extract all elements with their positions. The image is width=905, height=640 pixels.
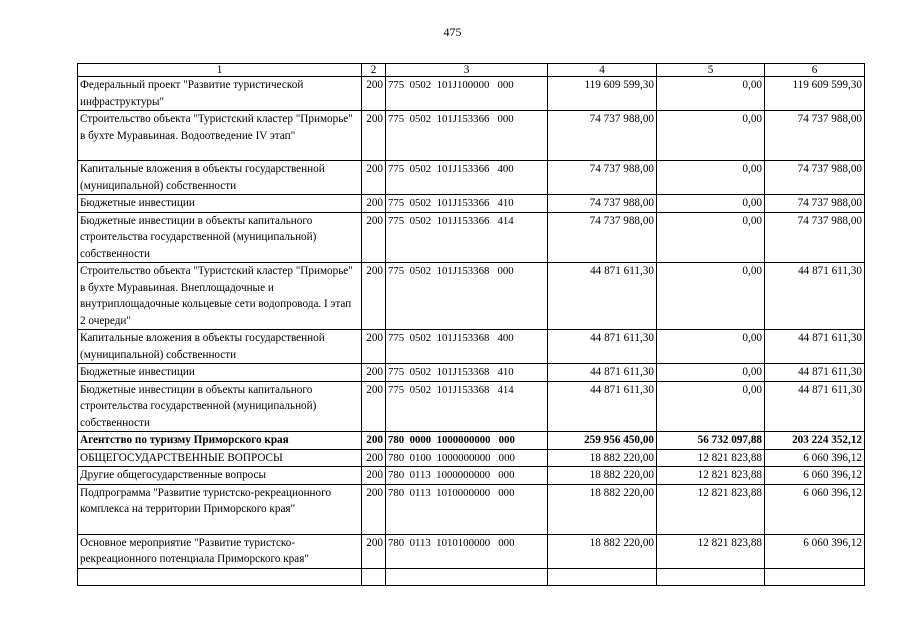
table-row <box>78 467 865 485</box>
header-cell: 3 <box>386 64 548 77</box>
row-col2: 200 <box>362 77 386 111</box>
row-col5: 0,00 <box>657 263 765 330</box>
row-col4: 119 609 599,30 <box>548 77 657 111</box>
row-col4: 74 737 988,00 <box>548 212 657 263</box>
row-col5: 12 821 823,88 <box>657 467 765 485</box>
table-row <box>78 111 865 161</box>
row-col5: 0,00 <box>657 212 765 263</box>
row-col6: 74 737 988,00 <box>765 111 865 161</box>
row-name: Подпрограмма "Развитие туристско-рекреационного комплекса на территории Приморского края" <box>78 484 362 534</box>
budget-table <box>77 63 865 586</box>
row-code: 775 0502 101J153366 414 <box>386 212 548 263</box>
row-col5: 0,00 <box>657 330 765 364</box>
row-col6: 119 609 599,30 <box>765 77 865 111</box>
row-name: Основное мероприятие "Развитие туристско-рекреационного потенциала Приморского края" <box>78 534 362 568</box>
row-col5: 0,00 <box>657 161 765 195</box>
row-name: Строительство объекта "Туристский кластер "Приморье" в бухте Муравьиная. Водоотведение IV этап" <box>78 111 362 161</box>
row-col5: 0,00 <box>657 111 765 161</box>
row-name: Другие общегосударственные вопросы <box>78 467 362 485</box>
empty-cell <box>78 568 362 585</box>
row-col2: 200 <box>362 195 386 213</box>
row-code: 780 0000 1000000000 000 <box>386 432 548 450</box>
row-col6: 44 871 611,30 <box>765 364 865 382</box>
row-col2: 200 <box>362 364 386 382</box>
row-col4: 44 871 611,30 <box>548 330 657 364</box>
row-code: 780 0113 1010000000 000 <box>386 484 548 534</box>
row-col2: 200 <box>362 484 386 534</box>
row-col6: 74 737 988,00 <box>765 161 865 195</box>
row-code: 775 0502 101J153366 410 <box>386 195 548 213</box>
header-cell: 2 <box>362 64 386 77</box>
header-cell: 6 <box>765 64 865 77</box>
table-row <box>78 484 865 534</box>
row-col2: 200 <box>362 330 386 364</box>
row-col2: 200 <box>362 161 386 195</box>
row-col2: 200 <box>362 467 386 485</box>
page-number: 475 <box>443 25 462 39</box>
row-col5: 0,00 <box>657 195 765 213</box>
table-row <box>78 432 865 450</box>
row-code: 780 0100 1000000000 000 <box>386 449 548 467</box>
table-row <box>78 77 865 111</box>
row-col6: 44 871 611,30 <box>765 263 865 330</box>
header-cell: 5 <box>657 64 765 77</box>
row-col2: 200 <box>362 432 386 450</box>
row-col6: 6 060 396,12 <box>765 467 865 485</box>
row-col4: 259 956 450,00 <box>548 432 657 450</box>
table-row <box>78 534 865 568</box>
row-col6: 44 871 611,30 <box>765 381 865 432</box>
header-cell: 1 <box>78 64 362 77</box>
empty-cell <box>362 568 386 585</box>
row-col6: 74 737 988,00 <box>765 212 865 263</box>
row-name: Бюджетные инвестиции <box>78 195 362 213</box>
table-row <box>78 364 865 382</box>
row-name: Строительство объекта "Туристский кластер "Приморье" в бухте Муравьиная. Внеплощадочные и внутриплощадочные кольцевые сети водопровода. I этап 2 очереди" <box>78 263 362 330</box>
table-row <box>78 330 865 364</box>
row-col4: 74 737 988,00 <box>548 195 657 213</box>
row-col2: 200 <box>362 263 386 330</box>
row-code: 775 0502 101J153368 414 <box>386 381 548 432</box>
row-name: Бюджетные инвестиции в объекты капитального строительства государственной (муниципальной) собственности <box>78 381 362 432</box>
row-col5: 0,00 <box>657 381 765 432</box>
table-row <box>78 449 865 467</box>
row-col2: 200 <box>362 111 386 161</box>
row-col4: 18 882 220,00 <box>548 534 657 568</box>
row-col5: 12 821 823,88 <box>657 484 765 534</box>
table-row <box>78 381 865 432</box>
row-code: 780 0113 1010100000 000 <box>386 534 548 568</box>
row-col4: 18 882 220,00 <box>548 467 657 485</box>
row-name: Бюджетные инвестиции <box>78 364 362 382</box>
row-name: ОБЩЕГОСУДАРСТВЕННЫЕ ВОПРОСЫ <box>78 449 362 467</box>
row-name: Капитальные вложения в объекты государственной (муниципальной) собственности <box>78 161 362 195</box>
table-header-row <box>78 64 865 77</box>
row-col4: 18 882 220,00 <box>548 449 657 467</box>
row-col6: 74 737 988,00 <box>765 195 865 213</box>
row-col6: 44 871 611,30 <box>765 330 865 364</box>
row-col6: 6 060 396,12 <box>765 449 865 467</box>
row-col4: 74 737 988,00 <box>548 111 657 161</box>
row-name: Капитальные вложения в объекты государственной (муниципальной) собственности <box>78 330 362 364</box>
row-col2: 200 <box>362 534 386 568</box>
row-name: Агентство по туризму Приморского края <box>78 432 362 450</box>
row-col5: 56 732 097,88 <box>657 432 765 450</box>
header-cell: 4 <box>548 64 657 77</box>
table-row <box>78 212 865 263</box>
row-col6: 203 224 352,12 <box>765 432 865 450</box>
table-row <box>78 161 865 195</box>
row-col4: 44 871 611,30 <box>548 263 657 330</box>
table-row-empty <box>78 568 865 585</box>
row-col4: 74 737 988,00 <box>548 161 657 195</box>
empty-cell <box>386 568 548 585</box>
row-code: 780 0113 1000000000 000 <box>386 467 548 485</box>
row-col2: 200 <box>362 381 386 432</box>
empty-cell <box>765 568 865 585</box>
table-row <box>78 195 865 213</box>
row-col2: 200 <box>362 212 386 263</box>
row-col6: 6 060 396,12 <box>765 534 865 568</box>
row-col5: 12 821 823,88 <box>657 449 765 467</box>
row-name: Федеральный проект "Развитие туристической инфраструктуры" <box>78 77 362 111</box>
empty-cell <box>548 568 657 585</box>
row-col5: 12 821 823,88 <box>657 534 765 568</box>
row-col4: 44 871 611,30 <box>548 364 657 382</box>
row-code: 775 0502 101J153366 400 <box>386 161 548 195</box>
empty-cell <box>657 568 765 585</box>
row-col4: 18 882 220,00 <box>548 484 657 534</box>
row-col4: 44 871 611,30 <box>548 381 657 432</box>
row-code: 775 0502 101J153368 410 <box>386 364 548 382</box>
row-code: 775 0502 101J153366 000 <box>386 111 548 161</box>
row-col5: 0,00 <box>657 77 765 111</box>
row-col5: 0,00 <box>657 364 765 382</box>
row-code: 775 0502 101J100000 000 <box>386 77 548 111</box>
table-row <box>78 263 865 330</box>
row-name: Бюджетные инвестиции в объекты капитального строительства государственной (муниципальной) собственности <box>78 212 362 263</box>
row-col6: 6 060 396,12 <box>765 484 865 534</box>
row-code: 775 0502 101J153368 000 <box>386 263 548 330</box>
row-col2: 200 <box>362 449 386 467</box>
row-code: 775 0502 101J153368 400 <box>386 330 548 364</box>
